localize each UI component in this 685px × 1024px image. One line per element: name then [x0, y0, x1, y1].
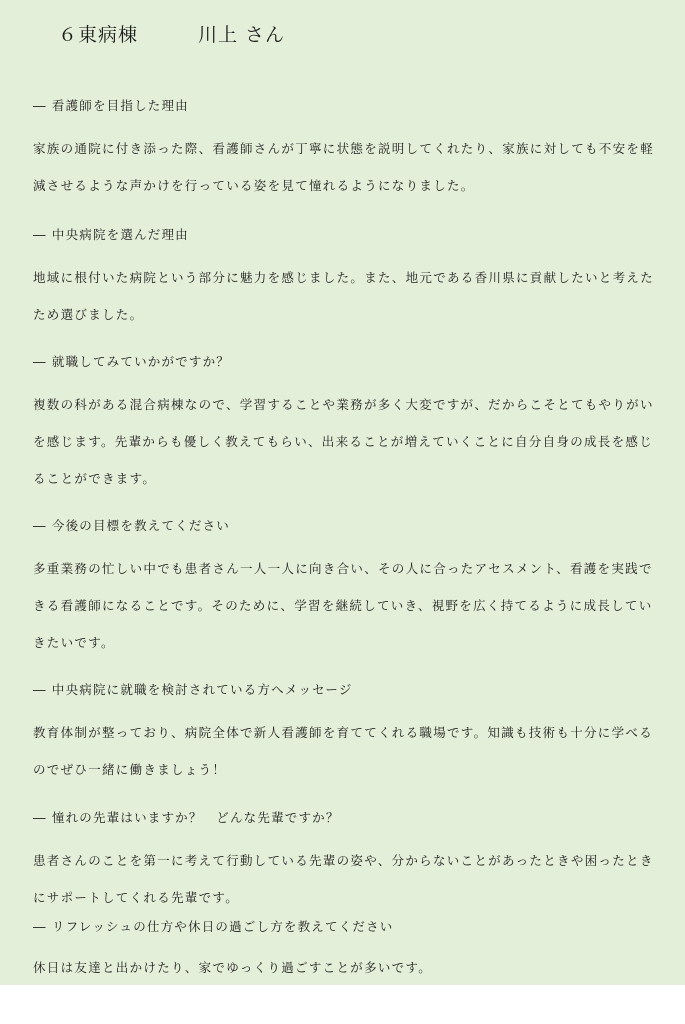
answer-text: 教育体制が整っており、病院全体で新人看護師を育ててくれる職場です。知識も技術も十分に学べるのでぜひ一緒に働きましょう！	[33, 725, 654, 777]
qa-section-goals	[33, 516, 658, 661]
question-heading: ― 看護師を目指した理由	[33, 98, 189, 113]
page-title: ６東病棟 川上 さん	[58, 24, 286, 46]
qa-section-impressions	[33, 352, 658, 497]
qa-section-message	[33, 680, 658, 788]
answer-text: 多重業務の忙しい中でも患者さん一人一人に向き合い、その人に合ったアセスメント、看護を実践できる看護師になることです。そのために、学習を継続していき、視野を広く持てるように成長していきたいです。	[33, 561, 653, 650]
question-heading: ― 就職してみていかがですか？	[33, 354, 230, 369]
answer-text: 複数の科がある混合病棟なので、学習することや業務が多く大変ですが、だからこそとてもやりがいを感じます。先輩からも優しく教えてもらい、出来ることが増えていくことに自分自身の成長を感じることができます。	[33, 397, 654, 486]
qa-section-reason-nurse	[33, 96, 658, 204]
question-heading: ― リフレッシュの仕方や休日の過ごし方を教えてください	[33, 919, 394, 934]
answer-text: 地域に根付いた病院という部分に魅力を感じました。また、地元である香川県に貢献したいと考えたため選びました。	[33, 270, 655, 322]
question-heading: ― 中央病院に就職を検討されている方へメッセージ	[33, 682, 353, 697]
answer-text: 患者さんのことを第一に考えて行動している先輩の姿や、分からないことがあったときや困ったときにサポートしてくれる先輩です。	[33, 853, 654, 905]
answer-text: 家族の通院に付き添った際、看護師さんが丁寧に状態を説明してくれたり、家族に対しても不安を軽減させるような声かけを行っている姿を見て憧れるようになりました。	[33, 141, 655, 193]
question-heading: ― 憧れの先輩はいますか？ どんな先輩ですか？	[33, 810, 340, 825]
qa-section-senior	[33, 808, 658, 916]
answer-text: 休日は友達と出かけたり、家でゆっくり過ごすことが多いです。	[33, 960, 433, 975]
qa-section-holidays	[33, 917, 658, 986]
question-heading: ― 今後の目標を教えてください	[33, 518, 230, 533]
qa-section-reason-hospital	[33, 225, 658, 333]
question-heading: ― 中央病院を選んだ理由	[33, 227, 189, 242]
